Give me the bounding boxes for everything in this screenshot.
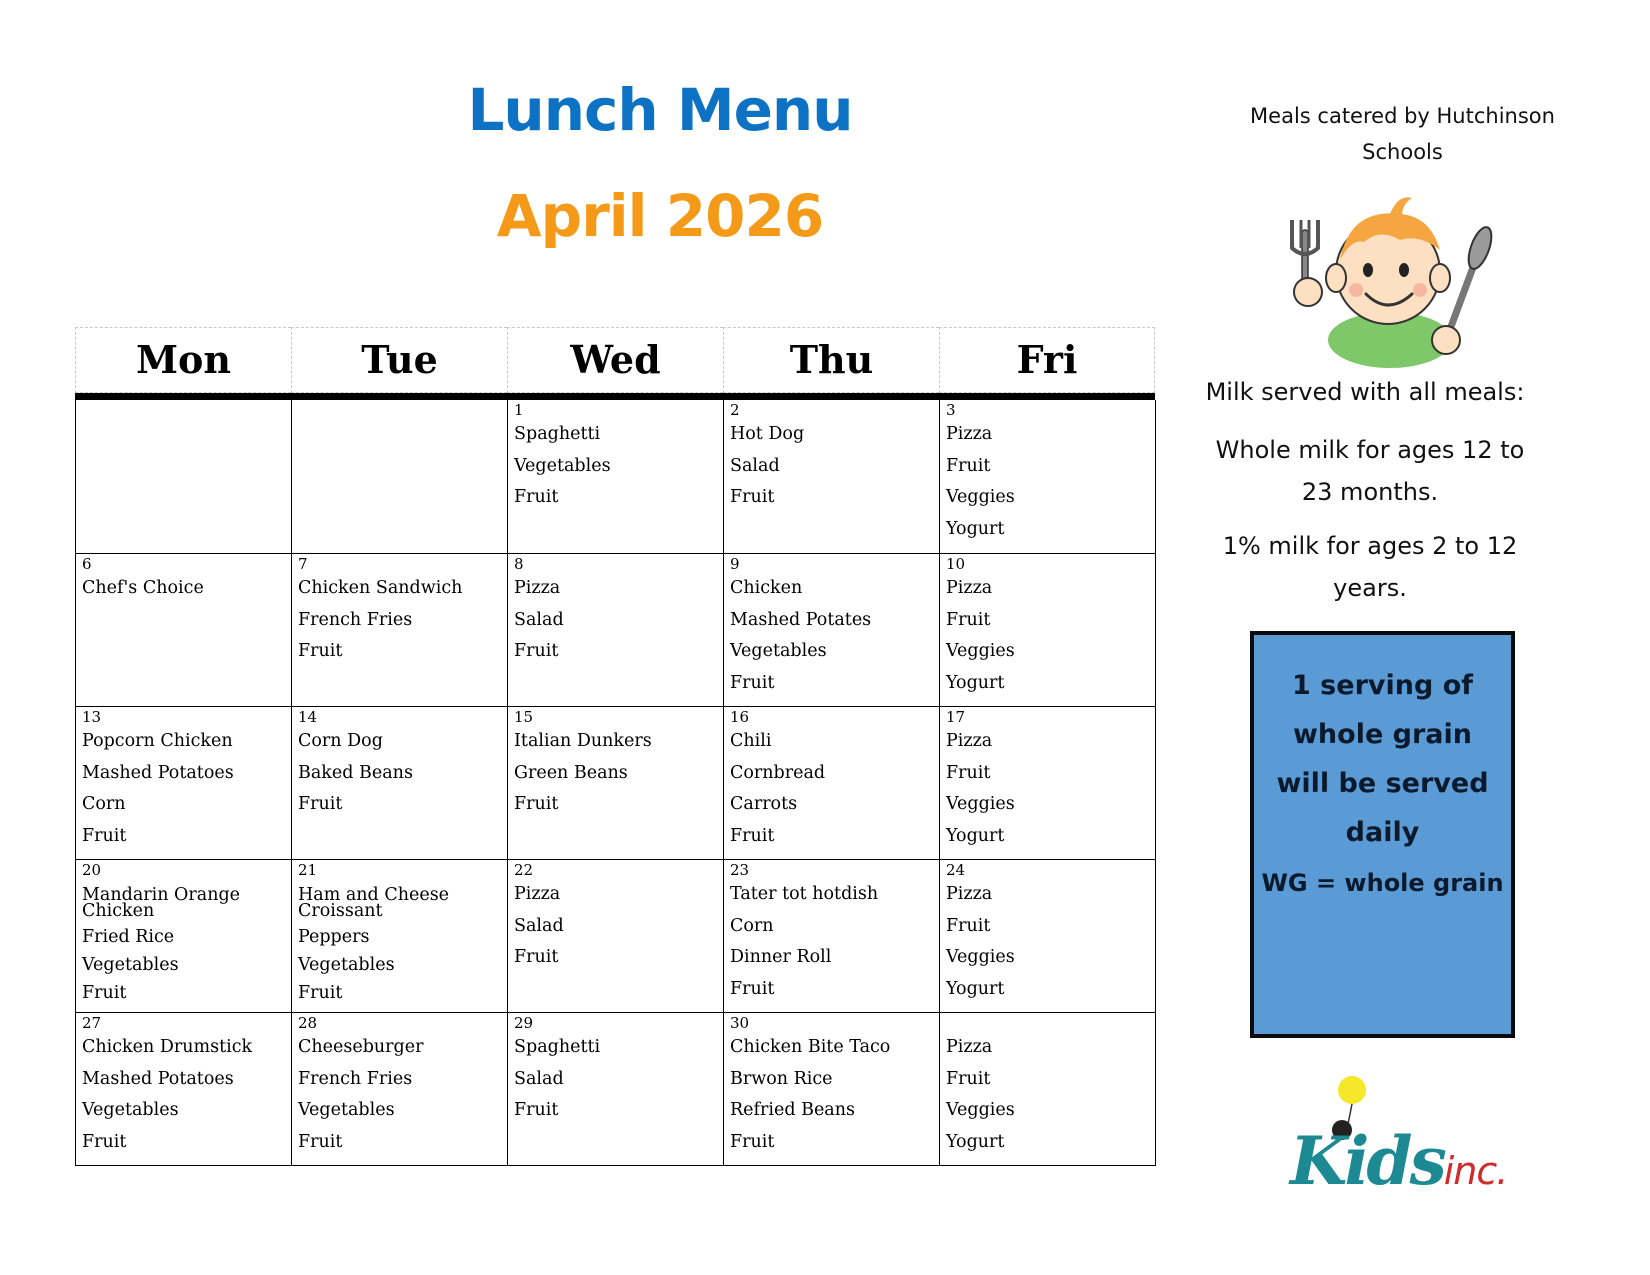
logo-main-text: Kids <box>1290 1122 1444 1200</box>
menu-item: Hot Dog <box>730 424 805 444</box>
menu-item: Corn <box>730 915 774 936</box>
day-cell-wed <box>508 707 724 860</box>
menu-item: Fruit <box>946 455 991 476</box>
menu-item: Vegetables <box>298 1100 395 1120</box>
menu-item: Vegetables <box>82 955 179 975</box>
menu-item: Yogurt <box>946 825 1005 846</box>
calendar-grid <box>75 400 1155 1166</box>
day-number: 2 <box>730 401 740 419</box>
day-cell-wed <box>508 860 724 1013</box>
menu-item: Chicken Bite Taco <box>730 1037 891 1057</box>
day-cell-wed <box>508 554 724 707</box>
day-cell-fri <box>940 860 1156 1013</box>
milk-note-title: Milk served with all meals: <box>1205 378 1525 406</box>
menu-item: Baked Beans <box>298 762 413 783</box>
menu-item: Tater tot hotdish <box>730 884 879 904</box>
day-number: 23 <box>730 861 750 879</box>
menu-item: Chicken <box>730 578 803 598</box>
day-cell-thu <box>724 707 940 860</box>
menu-item: Mandarin Orange Chicken <box>82 885 241 921</box>
menu-item: Chicken Sandwich <box>298 578 463 598</box>
menu-item: French Fries <box>298 1068 413 1089</box>
menu-item: Pizza <box>946 424 993 444</box>
menu-item: Corn Dog <box>298 731 383 751</box>
menu-item: Refried Beans <box>730 1100 855 1120</box>
day-number: 30 <box>730 1014 750 1032</box>
menu-item: Fruit <box>514 487 559 507</box>
menu-item: Popcorn Chicken <box>82 731 233 751</box>
menu-item: Yogurt <box>946 978 1005 999</box>
day-number: 28 <box>298 1014 318 1032</box>
day-cell-thu <box>724 400 940 554</box>
day-number <box>82 401 287 419</box>
day-number: 21 <box>298 861 318 879</box>
day-cell-fri <box>940 707 1156 860</box>
menu-item: Veggies <box>946 947 1015 967</box>
whole-grain-legend: WG = whole grain <box>1261 869 1504 897</box>
day-number: 14 <box>298 708 318 726</box>
menu-item: Fruit <box>730 825 775 846</box>
menu-item: Salad <box>730 455 780 476</box>
kids-inc-logo <box>1290 1070 1520 1210</box>
menu-item: Fruit <box>730 1131 775 1152</box>
menu-item: Fruit <box>730 978 775 999</box>
menu-item: Fruit <box>82 825 127 846</box>
menu-item: French Fries <box>298 609 413 630</box>
menu-item: Ham and Cheese Croissant <box>298 885 450 921</box>
day-cell-mon <box>76 1013 292 1166</box>
menu-item: Fruit <box>298 1131 343 1152</box>
menu-item: Pizza <box>514 884 561 904</box>
milk-note-one-percent: 1% milk for ages 2 to 12 years. <box>1222 532 1518 602</box>
menu-item: Spaghetti <box>514 1037 601 1057</box>
menu-item: Italian Dunkers <box>514 731 652 751</box>
whole-grain-statement: 1 serving of whole grain will be served daily <box>1276 670 1489 848</box>
menu-item: Fruit <box>82 983 127 1003</box>
weekday-header-mon: Mon <box>75 327 291 393</box>
day-number: 1 <box>514 401 524 419</box>
day-cell-tue <box>292 400 508 554</box>
day-number: 22 <box>514 861 534 879</box>
kids-inc-logo-text <box>1290 1122 1507 1200</box>
day-cell-thu <box>724 860 940 1013</box>
menu-item: Pizza <box>946 731 993 751</box>
day-cell-fri <box>940 400 1156 554</box>
menu-item: Brwon Rice <box>730 1068 833 1089</box>
menu-item: Fruit <box>82 1131 127 1152</box>
whole-grain-notice <box>1250 631 1515 1038</box>
kid-with-fork-and-spoon-icon <box>1280 190 1500 370</box>
day-cell-thu <box>724 1013 940 1166</box>
weekday-header-row <box>75 327 1155 393</box>
menu-item: Pizza <box>946 884 993 904</box>
weekday-header-fri: Fri <box>939 327 1155 393</box>
day-number: 8 <box>514 555 524 573</box>
day-cell-tue <box>292 707 508 860</box>
menu-item: Veggies <box>946 641 1015 661</box>
menu-item: Salad <box>514 1068 564 1089</box>
weekday-header-wed: Wed <box>507 327 723 393</box>
milk-note-whole: Whole milk for ages 12 to 23 months. <box>1215 436 1525 506</box>
day-cell-tue <box>292 554 508 707</box>
menu-item: Chef's Choice <box>82 578 204 598</box>
menu-item: Mashed Potates <box>730 609 872 630</box>
menu-item: Salad <box>514 915 564 936</box>
day-cell-mon <box>76 554 292 707</box>
day-number: 10 <box>946 555 966 573</box>
header-divider <box>75 393 1155 400</box>
day-cell-wed <box>508 400 724 554</box>
menu-item: Fruit <box>946 915 991 936</box>
menu-item: Vegetables <box>298 955 395 975</box>
menu-item: Veggies <box>946 794 1015 814</box>
menu-item: Cheeseburger <box>298 1037 424 1057</box>
day-cell-fri <box>940 1013 1156 1166</box>
menu-item: Fruit <box>514 1100 559 1120</box>
menu-item: Fruit <box>730 487 775 507</box>
menu-item: Fruit <box>298 983 343 1003</box>
day-number: 3 <box>946 401 956 419</box>
menu-title: Lunch Menu <box>467 76 853 144</box>
day-number: 7 <box>298 555 308 573</box>
day-number: 24 <box>946 861 966 879</box>
menu-item: Mashed Potatoes <box>82 762 234 783</box>
menu-item: Fruit <box>514 794 559 814</box>
menu-item: Pizza <box>514 578 561 598</box>
menu-item: Vegetables <box>730 641 827 661</box>
day-cell-mon <box>76 707 292 860</box>
menu-item: Pizza <box>946 578 993 598</box>
menu-item: Fruit <box>946 609 991 630</box>
day-number: 17 <box>946 708 966 726</box>
menu-item: Corn <box>82 794 126 814</box>
menu-item: Yogurt <box>946 518 1005 539</box>
menu-item: Peppers <box>298 927 370 947</box>
lunch-calendar <box>75 327 1155 1166</box>
menu-item: Fruit <box>946 762 991 783</box>
menu-item: Fruit <box>298 641 343 661</box>
menu-item: Fruit <box>514 641 559 661</box>
day-number: 13 <box>82 708 102 726</box>
day-number: 15 <box>514 708 534 726</box>
day-number: 6 <box>82 555 92 573</box>
day-cell-tue <box>292 860 508 1013</box>
menu-item: Veggies <box>946 1100 1015 1120</box>
menu-item: Fruit <box>946 1068 991 1089</box>
menu-item: Chicken Drumstick <box>82 1037 253 1057</box>
menu-month: April 2026 <box>496 182 824 250</box>
menu-item: Salad <box>514 609 564 630</box>
menu-item: Dinner Roll <box>730 947 832 967</box>
day-cell-thu <box>724 554 940 707</box>
menu-item: Vegetables <box>514 455 611 476</box>
day-number: 27 <box>82 1014 102 1032</box>
menu-item: Fried Rice <box>82 927 175 947</box>
day-number: 9 <box>730 555 740 573</box>
day-number: 29 <box>514 1014 534 1032</box>
menu-item: Spaghetti <box>514 424 601 444</box>
day-number <box>946 1014 1151 1032</box>
menu-item: Carrots <box>730 794 798 814</box>
logo-suffix-text: inc. <box>1443 1149 1508 1193</box>
day-cell-mon <box>76 400 292 554</box>
menu-item: Vegetables <box>82 1100 179 1120</box>
day-number: 20 <box>82 861 102 879</box>
day-number: 16 <box>730 708 750 726</box>
menu-item: Fruit <box>514 947 559 967</box>
day-cell-fri <box>940 554 1156 707</box>
menu-item: Yogurt <box>946 672 1005 693</box>
menu-item: Green Beans <box>514 762 628 783</box>
weekday-header-tue: Tue <box>291 327 507 393</box>
menu-item: Cornbread <box>730 762 826 783</box>
menu-item: Pizza <box>946 1037 993 1057</box>
weekday-header-thu: Thu <box>723 327 939 393</box>
menu-item: Chili <box>730 731 772 751</box>
menu-item: Mashed Potatoes <box>82 1068 234 1089</box>
day-cell-tue <box>292 1013 508 1166</box>
menu-item: Fruit <box>730 672 775 693</box>
day-number <box>298 401 503 419</box>
day-cell-mon <box>76 860 292 1013</box>
menu-item: Veggies <box>946 487 1015 507</box>
menu-item: Fruit <box>298 794 343 814</box>
caterer-note: Meals catered by Hutchinson Schools <box>1250 104 1555 164</box>
menu-item: Yogurt <box>946 1131 1005 1152</box>
day-cell-wed <box>508 1013 724 1166</box>
